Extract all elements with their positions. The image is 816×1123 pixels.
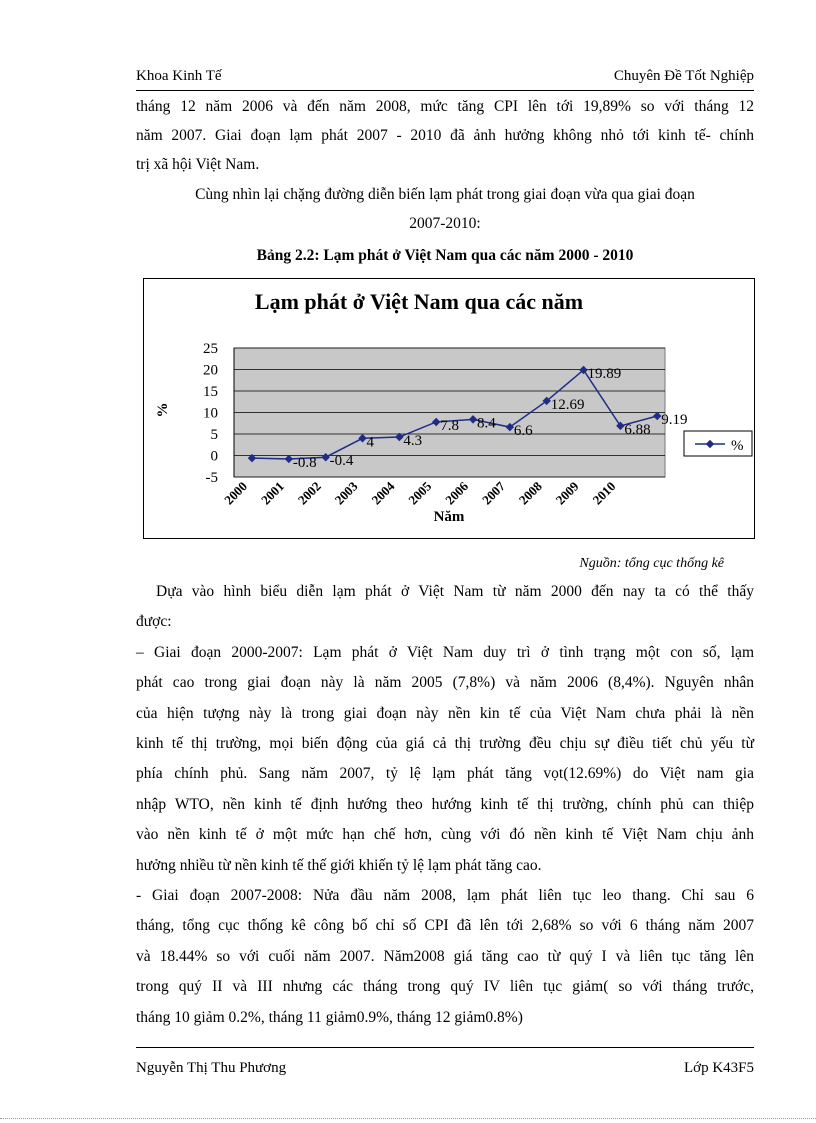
page-header (136, 66, 754, 91)
x-tick-label: 2002 (294, 478, 324, 508)
x-tick-label: 2004 (368, 478, 398, 508)
body-line: vào nền kinh tế ở một mức hạn chế hơn, cùng với đó nền kinh tế Việt Nam chịu ảnh (136, 826, 754, 844)
body-line: – Giai đoạn 2000-2007: Lạm phát ở Việt Nam duy trì ở tình trạng một con số, lạm (136, 643, 754, 661)
body-line: - Giai đoạn 2007-2008: Nửa đầu năm 2008, lạm phát liên tục leo thang. Chỉ sau 6 (136, 887, 754, 904)
body-line: tháng 10 giảm 0.2%, tháng 11 giảm0.9%, tháng 12 giảm0.8%) (136, 1008, 523, 1026)
header-doc-type: Chuyên Đề Tốt Nghiệp (613, 68, 754, 84)
x-tick-label: 2006 (442, 478, 472, 508)
data-label: 6.6 (513, 423, 533, 440)
x-tick-label: 2001 (257, 478, 287, 508)
data-label: 12.69 (550, 396, 585, 413)
body-line: hưởng nhiều từ nền kinh tế thế giới khiến tỷ lệ lạm phát tăng cao. (136, 856, 542, 874)
body-line: nhập WTO, nền kinh tế định hướng theo hướng kinh tế thị trường, chính phủ can thiệp (136, 795, 754, 813)
page-footer (136, 1047, 754, 1076)
footer-class: Lớp K43F5 (683, 1060, 754, 1076)
chart-source: Nguồn: tổng cục thống kê (579, 556, 724, 571)
lead-line: 2007-2010: (409, 215, 481, 232)
body-line: Dựa vào hình biểu diễn lạm phát ở Việt Nam từ năm 2000 đến nay ta có thể thấy (156, 583, 754, 600)
data-label: 9.19 (661, 411, 688, 428)
data-label: 4.3 (403, 433, 423, 450)
body-line: trong quý II và III nhưng các tháng trong quý IV liên tục giảm( so với tháng trước, (136, 978, 754, 996)
x-tick-label: 2008 (515, 478, 545, 508)
body-line: phát cao trong giai đoạn này là năm 2005 (7,8%) và năm 2006 (8,4%). Nguyên nhân (136, 674, 754, 692)
x-tick-label: 2007 (478, 478, 508, 508)
data-label: 19.89 (587, 365, 622, 382)
y-tick-label: 10 (203, 405, 218, 422)
data-label: 6.88 (624, 421, 651, 438)
body-line: của hiện tượng này là trong giai đoạn này nền kin tế của Việt Nam chưa phải là nền (136, 704, 754, 722)
body-line: và 18.44% so với cuối năm 2007. Năm2008 giá tăng cao từ quý I và liên tục tăng lên (136, 947, 754, 965)
table-caption: Bảng 2.2: Lạm phát ở Việt Nam qua các năm 2000 - 2010 (256, 247, 634, 264)
y-tick-label: 20 (203, 362, 218, 379)
chart-title: Lạm phát ở Việt Nam qua các năm (254, 289, 584, 314)
data-label: -0.8 (292, 454, 317, 471)
body-line: kinh tế thị trường, mọi biến động của giá cả thị trường đều chịu sự điều tiết chủ yếu từ (136, 735, 754, 752)
y-tick-label: 15 (203, 384, 218, 400)
data-label: -0.4 (329, 453, 354, 470)
y-tick-label: 25 (203, 341, 218, 357)
lead-line: Cùng nhìn lại chặng đường diễn biến lạm phát trong giai đoạn vừa qua giai đoạn (195, 186, 695, 203)
legend-label: % (731, 438, 744, 454)
x-tick-label: 2005 (405, 478, 435, 508)
x-tick-label: 2000 (221, 478, 251, 508)
x-tick-label: 2003 (331, 478, 361, 508)
footer-author: Nguyễn Thị Thu Phương (136, 1060, 287, 1076)
header-faculty: Khoa Kinh Tế (136, 68, 222, 84)
y-tick-label: 0 (210, 448, 218, 465)
intro-line: năm 2007. Giai đoạn lạm phát 2007 - 2010 đã ảnh hưởng không nhỏ tới kinh tế- chính (136, 127, 754, 144)
body-line: phía chính phủ. Sang năm 2007, tỷ lệ lạm phát tăng vọt(12.69%) do Việt nam gia (136, 765, 754, 783)
x-tick-label: 2009 (552, 478, 582, 508)
legend (684, 431, 752, 456)
page-edge (0, 1118, 816, 1119)
inflation-chart (143, 278, 755, 540)
body-line: được: (136, 613, 172, 631)
y-tick-label: 5 (210, 427, 218, 443)
body-line: tháng, tổng cục thống kê công bố chỉ số CPI đã lên tới 2,68% so với 6 tháng năm 2007 (136, 917, 754, 935)
x-axis-label: Năm (433, 509, 465, 525)
data-label: 8.4 (477, 415, 496, 432)
intro-line: tháng 12 năm 2006 và đến năm 2008, mức tăng CPI lên tới 19,89% so với tháng 12 (136, 98, 754, 115)
data-label: 4 (366, 434, 375, 451)
x-tick-label: 2010 (589, 478, 619, 508)
y-tick-label: -5 (205, 470, 218, 486)
data-label: 7.8 (440, 417, 459, 434)
intro-line: trị xã hội Việt Nam. (136, 156, 260, 173)
y-axis-label: % (155, 402, 171, 418)
